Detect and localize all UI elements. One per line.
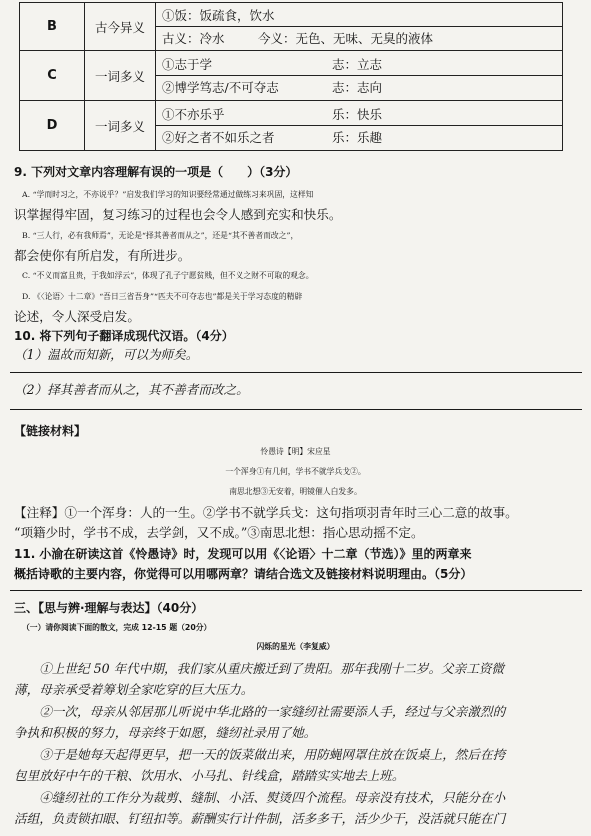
entry-b-meaning: 乐：乐趣 [332,130,383,145]
option-kind: 一词多义 [85,101,156,151]
poem-line-2: 南思北想③无安着，明镜催人白发多。 [229,487,362,496]
q9-option-a: A. “学而时习之，不亦说乎？”启发我们学习的知识要经常通过做练习来巩固，这样知 [22,190,314,199]
q9-option-d-cont: 论述，令人深受启发。 [14,309,140,324]
option-kind: 古今异义 [85,3,156,51]
answer-line [10,590,582,591]
answer-line [10,409,582,410]
entry-b-modern: 今义：无色、无味、无臭的液体 [258,31,434,46]
option-content [156,101,563,151]
essay-paragraph-1-cont: 薄，母亲承受着筹划全家吃穿的巨大压力。 [14,682,254,697]
essay-paragraph-4: ④缝纫社的工作分为裁剪、缝制、小活、熨烫四个流程。母亲没有技术，只能分在小 [14,790,506,805]
section-3-sub: （一）请你阅读下面的散文，完成 12-15 题（20分） [22,623,212,632]
q9-option-b: B. “三人行，必有我师焉”，无论是“择其善者而从之”，还是“其不善者而改之”， [22,231,299,240]
q10-stem: 10. 将下列句子翻译成现代汉语。（4分） [14,329,234,343]
entry-b-ancient: 古义：冷水 [162,31,225,46]
entry-a: ①饭：饭疏食，饮水 [162,8,275,23]
entry-a: ①志于学 [162,57,213,72]
q9-option-a-cont: 识掌握得牢固，复习练习的过程也会令人感到充实和快乐。 [14,207,342,222]
essay-paragraph-4-cont: 活组，负责锁扣眼、钉纽扣等。薪酬实行计件制，活多多干，活少少干，没活就只能在门 [14,811,506,826]
option-letter: C [20,51,85,101]
poem-title: 怜愚诗【明】宋应星 [260,447,331,456]
q10-sentence-2: （2）择其善者而从之，其不善者而改之。 [14,382,249,397]
essay-paragraph-3: ③于是她每天起得更早，把一天的饭菜做出来，用防蝇网罩住放在饭桌上，然后在挎 [14,747,506,762]
entry-a-meaning: 乐：快乐 [332,107,383,122]
table-row [20,51,563,101]
q9-option-b-cont: 都会使你有所启发，有所进步。 [14,248,191,263]
essay-paragraph-2-cont: 争执和积极的努力，母亲终于如愿，缝纫社录用了她。 [14,725,317,740]
option-letter: B [20,3,85,51]
options-table [19,2,563,151]
entry-b: ②好之者不如乐之者 [162,130,275,145]
q9-option-c: C. “不义而富且贵，于我如浮云”，体现了孔子宁愿贫贱，但不义之财不可取的观念。 [22,271,314,280]
entry-a-meaning: 志：立志 [332,57,383,72]
q11-stem: 11. 小渝在研读这首《怜愚诗》时，发现可以用《〈论语〉十二章（节选）》里的两章来 [14,547,472,561]
option-kind: 一词多义 [85,51,156,101]
answer-line [10,372,582,373]
poem-line-1: 一个浑身①有几何，学书不就学兵戈②。 [225,467,366,476]
option-content [156,3,563,51]
option-letter: D [20,101,85,151]
link-material-label: 【链接材料】 [14,424,87,438]
section-3-heading: 三、【思与辨·理解与表达】（40分） [14,601,204,615]
entry-b: ②博学笃志/不可夺志 [162,80,279,95]
option-content [156,51,563,101]
entry-b-meaning: 志：志向 [332,80,383,95]
q11-stem-cont: 概括诗歌的主要内容，你觉得可以用哪两章？请结合选文及链接材料说明理由。（5分） [14,567,473,581]
q9-option-d: D. 《〈论语〉十二章》“吾日三省吾身”“匹夫不可夺志也”都是关于学习态度的精辟 [22,292,303,301]
essay-title: 闪烁的星光（李复威） [256,642,335,651]
poem-notes: 【注释】①一个浑身：人的一生。②学书不就学兵戈：这句指项羽青年时三心二意的故事。 [14,505,518,520]
table-row [20,3,563,51]
table-row [20,101,563,151]
poem-notes-cont: “项籍少时，学书不成，去学剑，又不成。”③南思北想：指心思动摇不定。 [14,525,424,540]
essay-paragraph-2: ②一次，母亲从邻居那儿听说中华北路的一家缝纫社需要添人手，经过与父亲激烈的 [14,704,506,719]
essay-paragraph-3-cont: 包里放好中午的干粮、饮用水、小马扎、针线盒，踏踏实实地去上班。 [14,768,405,783]
q10-sentence-1: （1）温故而知新，可以为师矣。 [14,347,199,362]
entry-a: ①不亦乐乎 [162,107,225,122]
q9-stem: 9. 下列对文章内容理解有误的一项是（ ）（3分） [14,165,298,179]
essay-paragraph-1: ①上世纪 50 年代中期，我们家从重庆搬迁到了贵阳。那年我刚十二岁。父亲工资微 [14,661,505,676]
